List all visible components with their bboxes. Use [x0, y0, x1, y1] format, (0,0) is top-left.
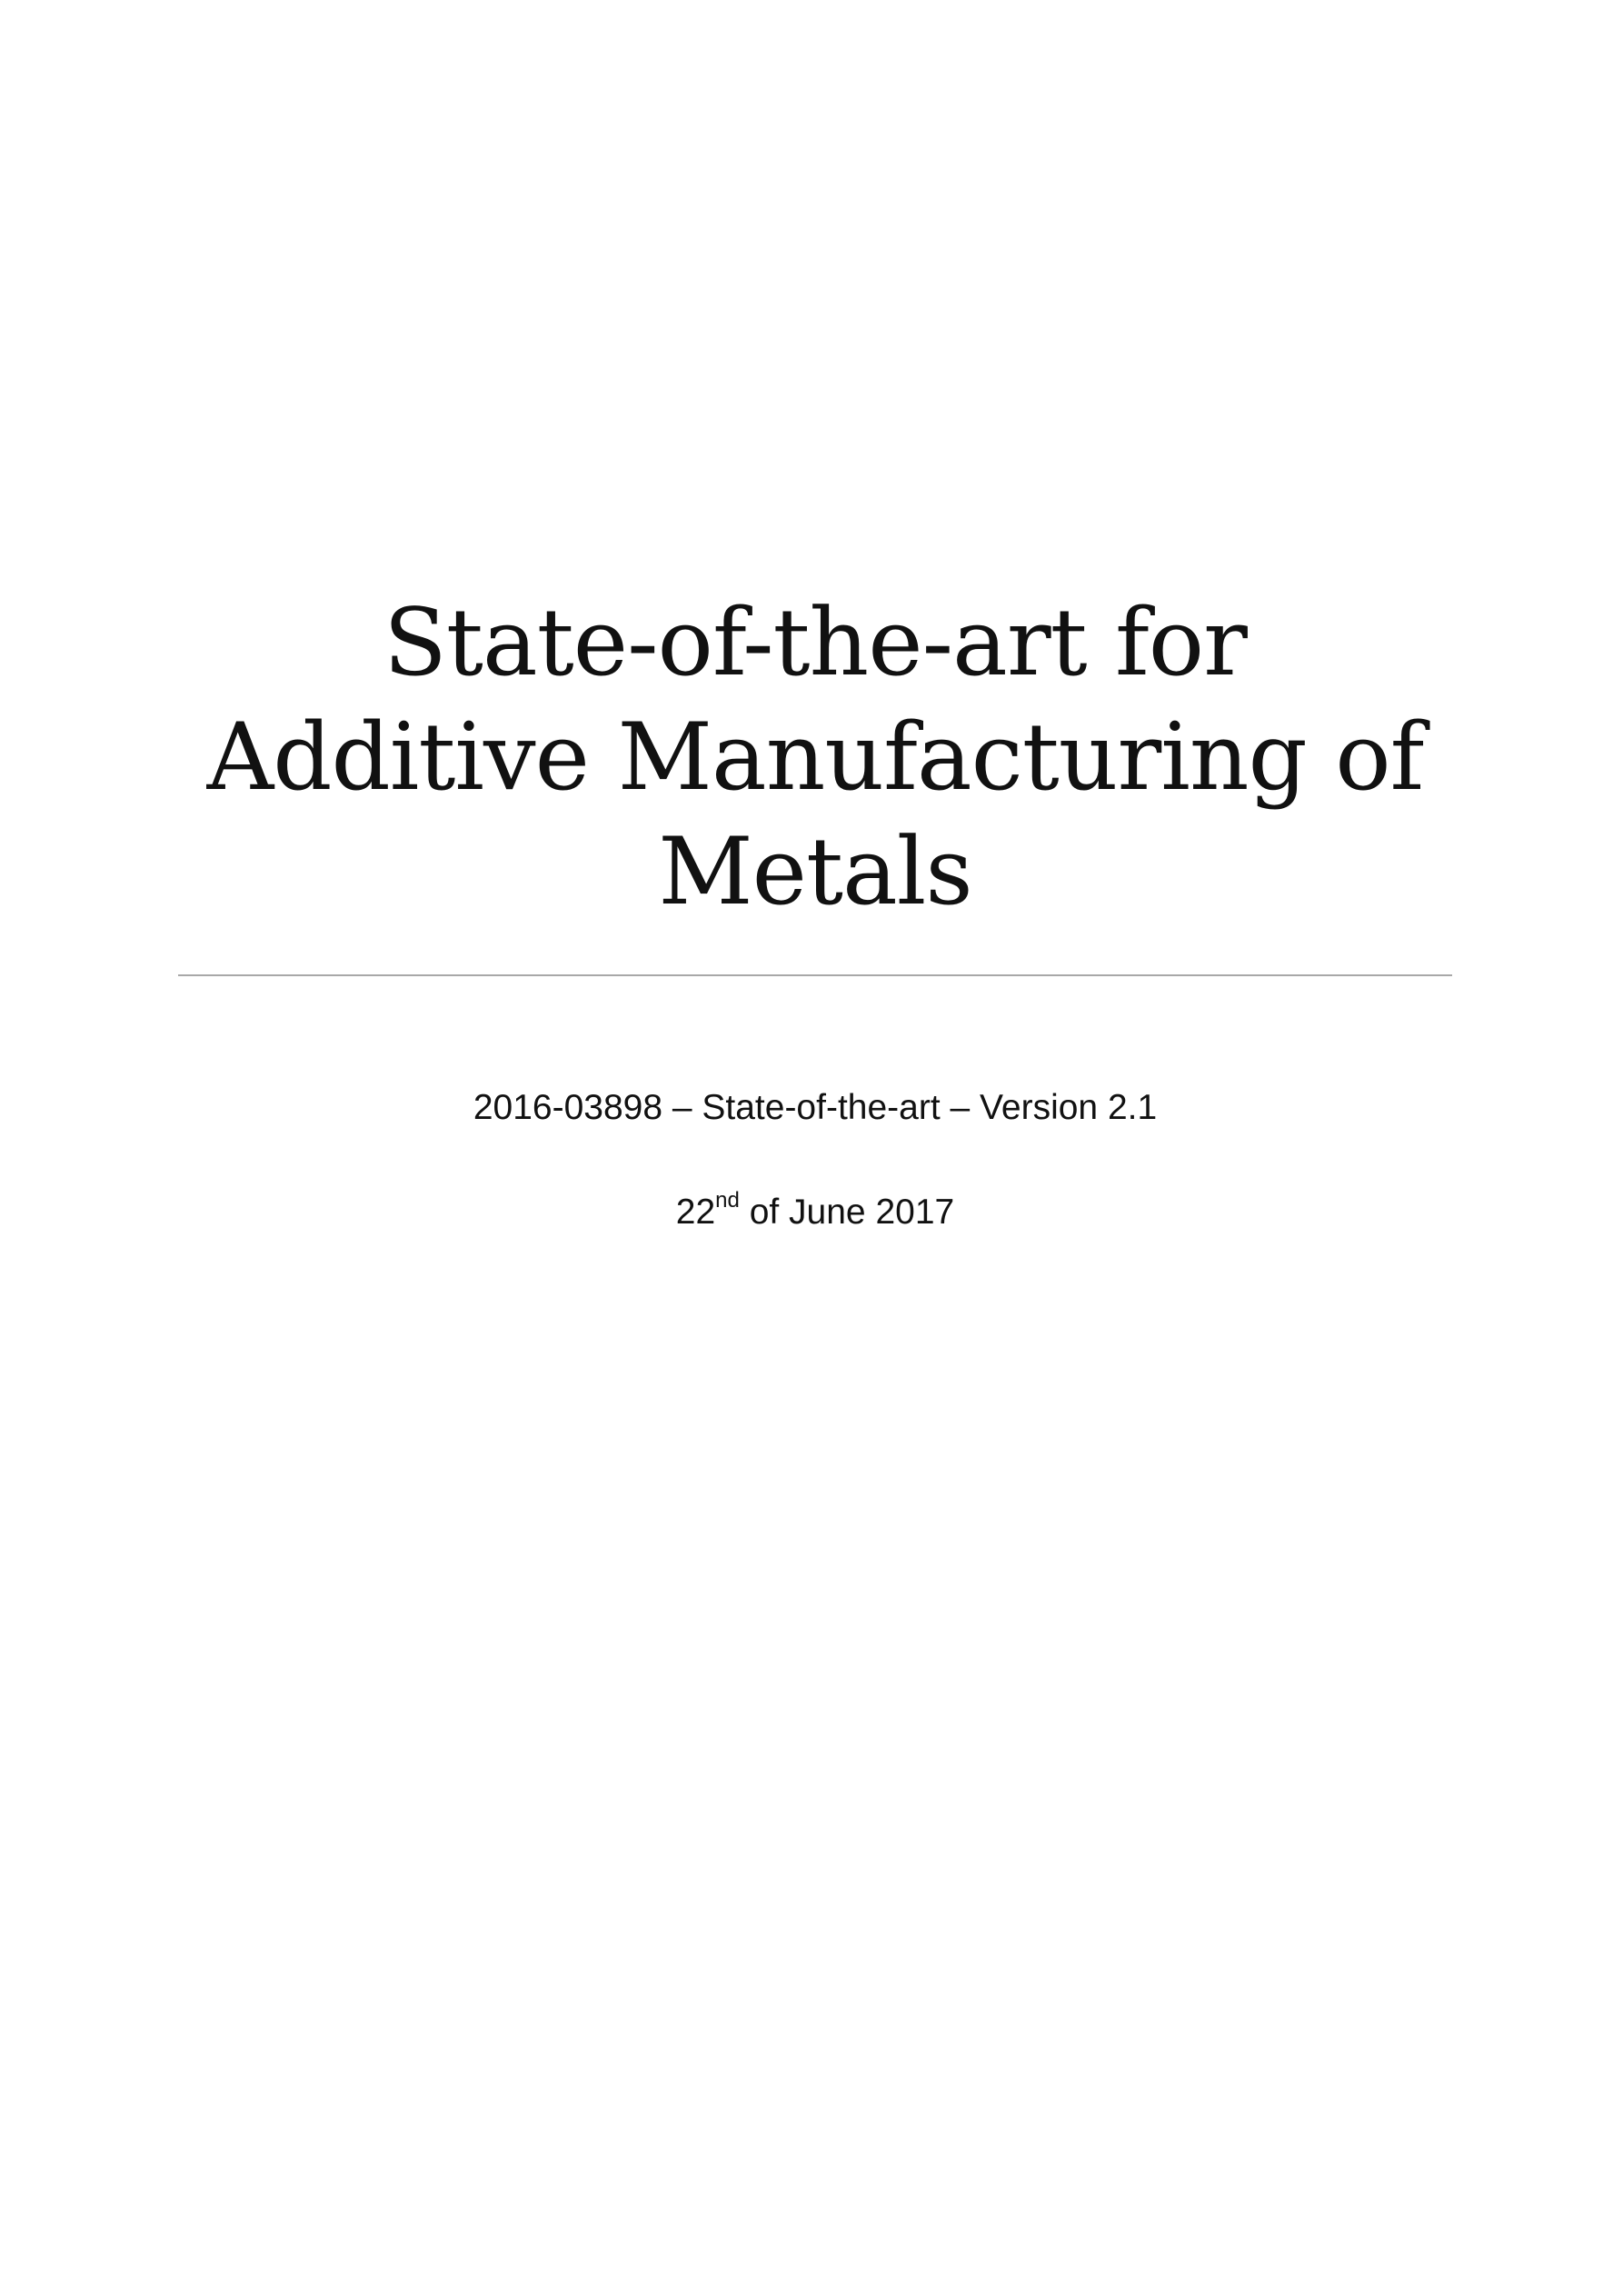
document-title — [178, 586, 1452, 930]
date-rest: of June 2017 — [739, 1193, 955, 1232]
title-line-1: State-of-the-art for — [383, 589, 1247, 697]
title-divider — [178, 974, 1452, 976]
title-line-2: Additive Manufacturing of — [206, 704, 1424, 812]
date-day: 22 — [675, 1193, 716, 1232]
document-date — [178, 1188, 1452, 1234]
date-ordinal-suffix: nd — [715, 1188, 740, 1213]
title-line-3: Metals — [658, 818, 972, 926]
document-subtitle: 2016-03898 – State-of-the-art – Version 2.1 — [473, 1088, 1158, 1127]
